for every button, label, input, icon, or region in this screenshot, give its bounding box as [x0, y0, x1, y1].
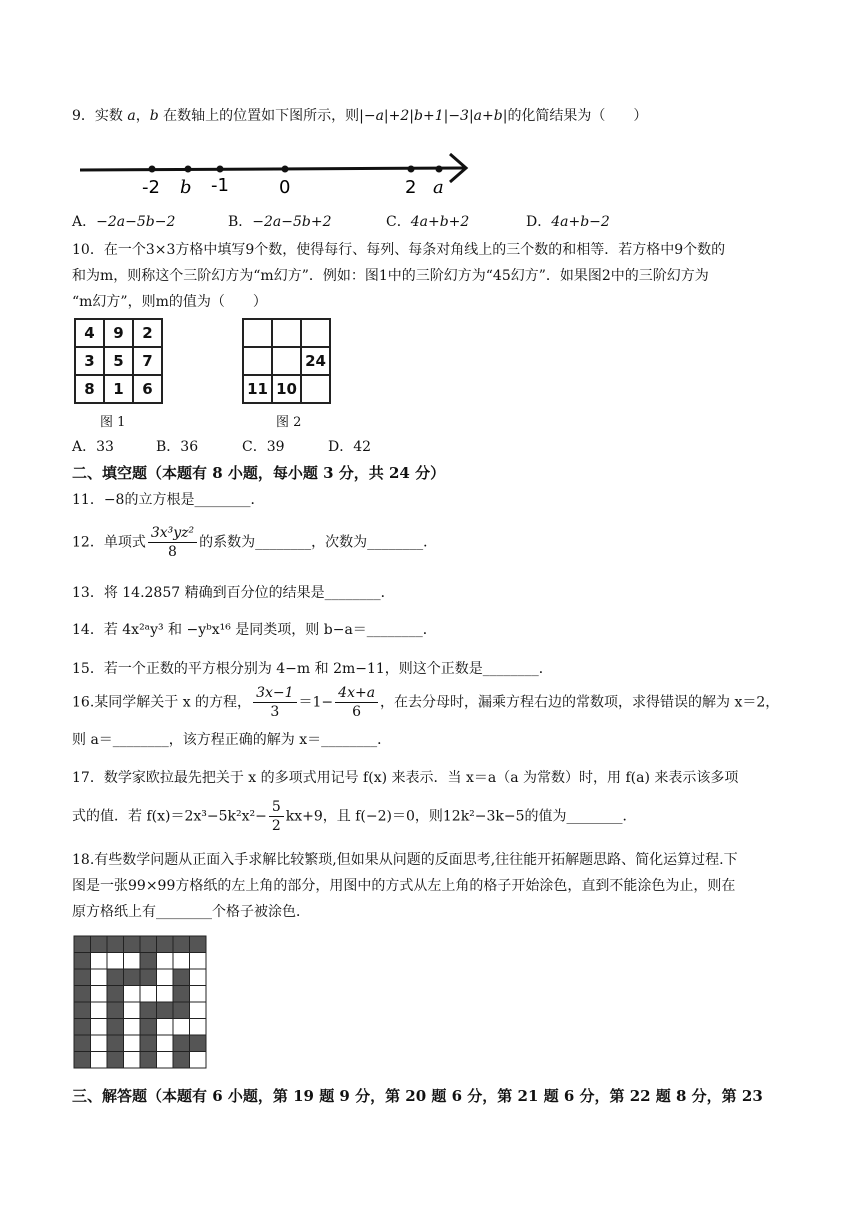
blank-cell [91, 1002, 108, 1019]
blank-cell [157, 953, 174, 970]
shaded-cell [124, 969, 141, 986]
shaded-cell [190, 936, 207, 953]
blank-cell [157, 1019, 174, 1036]
shaded-cell [157, 936, 174, 953]
blank-cell [124, 1052, 141, 1069]
shaded-cell [74, 936, 91, 953]
fig1-caption: 图 1 [100, 415, 126, 430]
blank-cell [91, 1052, 108, 1069]
blank-cell [124, 1019, 141, 1036]
shaded-cell [74, 969, 91, 986]
shaded-cell [107, 969, 124, 986]
blank-cell [190, 986, 207, 1003]
blank-cell [140, 986, 157, 1003]
blank-cell [91, 1035, 108, 1052]
blank-cell [91, 986, 108, 1003]
shaded-cell [107, 1035, 124, 1052]
q16-line1: 16.某同学解关于 x 的方程， $\frac{3x-1}{3}$ ＝1− $\frac{4x+a}{6}$ ，在去分母时，漏乘方程右边的常数项，求得错误的解为 x＝2， [72, 685, 780, 720]
q12-fraction: $\frac{\text{3x³yz²}}{8}$ [148, 524, 197, 561]
shaded-cell [173, 1002, 190, 1019]
shaded-cell [140, 1019, 157, 1036]
magic-square-fig1: 4 9 2 3 5 7 8 1 6 [74, 318, 163, 404]
shaded-cell [173, 969, 190, 986]
label-a: a [433, 177, 444, 198]
q9-stem: 9．实数 a，b 在数轴上的位置如下图所示，则|−a|+2|b+1|−3|a+b|的化简结果为（ ） [72, 108, 648, 124]
blank-cell [91, 1019, 108, 1036]
blank-cell [190, 953, 207, 970]
shaded-cell [74, 953, 91, 970]
shaded-cell [74, 1035, 91, 1052]
shaded-cell [140, 1035, 157, 1052]
tick-0 [282, 166, 289, 173]
q10-line3: “m幻方”，则m的值为（ ） [72, 294, 267, 310]
shaded-cell [173, 1052, 190, 1069]
q18-line3: 原方格纸上有________个格子被涂色． [72, 904, 310, 920]
tick-b [185, 166, 192, 173]
section-2-heading: 二、填空题（本题有 8 小题，每小题 3 分，共 24 分） [72, 464, 446, 482]
blank-cell [91, 969, 108, 986]
blank-cell [157, 1052, 174, 1069]
q11: 11．−8的立方根是________． [72, 492, 265, 508]
q16-line2: 则 a＝________，该方程正确的解为 x＝________． [72, 732, 392, 748]
q10-options: A．33 B．36 C．39 D．42 [72, 439, 372, 455]
blank-cell [124, 953, 141, 970]
blank-cell [190, 1019, 207, 1036]
blank-cell [190, 1002, 207, 1019]
shaded-cell [91, 936, 108, 953]
shaded-cell [107, 1052, 124, 1069]
q15: 15．若一个正数的平方根分别为 4−m 和 2m−11，则这个正数是________． [72, 661, 553, 677]
shaded-cell [140, 969, 157, 986]
shaded-cell [140, 953, 157, 970]
tick-a [436, 166, 443, 173]
colored-grid-figure [72, 934, 208, 1070]
shaded-cell [107, 1019, 124, 1036]
tick-neg2 [149, 166, 156, 173]
shaded-cell [140, 1002, 157, 1019]
q12: 12．单项式 $\frac{\text{3x³yz²}}{8}$ 的系数为________，次数为________． [72, 525, 438, 560]
q17-line2: 式的值．若 f(x)＝2x³−5k²x²− $\frac{5}{2}$ kx+9，且 f(−2)＝0，则12k²−3k−5的值为________． [72, 799, 637, 834]
q13: 13．将 14.2857 精确到百分位的结果是________． [72, 585, 395, 601]
shaded-cell [74, 1002, 91, 1019]
blank-cell [124, 1035, 141, 1052]
q9-options: A．−2a−5b−2 B．−2a−5b+2 C．4a+b+2 D．4a+b−2 [72, 214, 610, 230]
shaded-cell [173, 986, 190, 1003]
blank-cell [157, 986, 174, 1003]
shaded-cell [124, 936, 141, 953]
shaded-cell [173, 936, 190, 953]
blank-cell [173, 953, 190, 970]
shaded-cell [107, 936, 124, 953]
q9-expression: |−a|+2|b+1|−3|a+b| [359, 108, 508, 124]
magic-square-fig2: 24 11 10 [242, 318, 331, 404]
blank-cell [190, 1052, 207, 1069]
shaded-cell [140, 1052, 157, 1069]
shaded-cell [107, 1002, 124, 1019]
tick-2 [408, 166, 415, 173]
number-line [78, 148, 478, 200]
shaded-cell [190, 1035, 207, 1052]
q18-line2: 图是一张99×99方格纸的左上角的部分，用图中的方式从左上角的格子开始涂色，直到不能涂色为止，则在 [72, 878, 736, 894]
shaded-cell [74, 986, 91, 1003]
q17-line1: 17．数学家欧拉最先把关于 x 的多项式用记号 f(x) 来表示．当 x＝a（a 为常数）时，用 f(a) 来表示该多项 [72, 770, 739, 786]
label-neg1: -1 [211, 175, 229, 196]
blank-cell [124, 1002, 141, 1019]
shaded-cell [157, 1002, 174, 1019]
blank-cell [91, 953, 108, 970]
blank-cell [157, 1035, 174, 1052]
shaded-cell [74, 1019, 91, 1036]
shaded-cell [140, 936, 157, 953]
blank-cell [157, 969, 174, 986]
section-3-heading: 三、解答题（本题有 6 小题，第 19 题 9 分，第 20 题 6 分，第 21 题 6 分，第 22 题 8 分，第 23 [72, 1087, 763, 1105]
shaded-cell [74, 1052, 91, 1069]
shaded-cell [107, 986, 124, 1003]
q10-line1: 10．在一个3×3方格中填写9个数，使得每行、每列、每条对角线上的三个数的和相等．若方格中9个数的 [72, 242, 726, 258]
label-0: 0 [279, 177, 291, 198]
blank-cell [124, 986, 141, 1003]
q18-line1: 18.有些数学问题从正面入手求解比较繁琐,但如果从问题的反面思考,往往能开拓解题思路、简化运算过程.下 [72, 852, 738, 868]
label-neg2: -2 [142, 177, 160, 198]
q14: 14．若 4x²ᵃy³ 和 −yᵇx¹⁶ 是同类项，则 b−a＝________． [72, 622, 437, 638]
fig2-caption: 图 2 [276, 415, 302, 430]
blank-cell [173, 1019, 190, 1036]
shaded-cell [173, 1035, 190, 1052]
label-2: 2 [405, 177, 417, 198]
label-b: b [180, 177, 192, 198]
tick-neg1 [217, 166, 224, 173]
blank-cell [107, 953, 124, 970]
q10-line2: 和为m，则称这个三阶幻方为“m幻方”．例如：图1中的三阶幻方为“45幻方”．如果图2中的三阶幻方为 [72, 268, 709, 284]
blank-cell [190, 969, 207, 986]
